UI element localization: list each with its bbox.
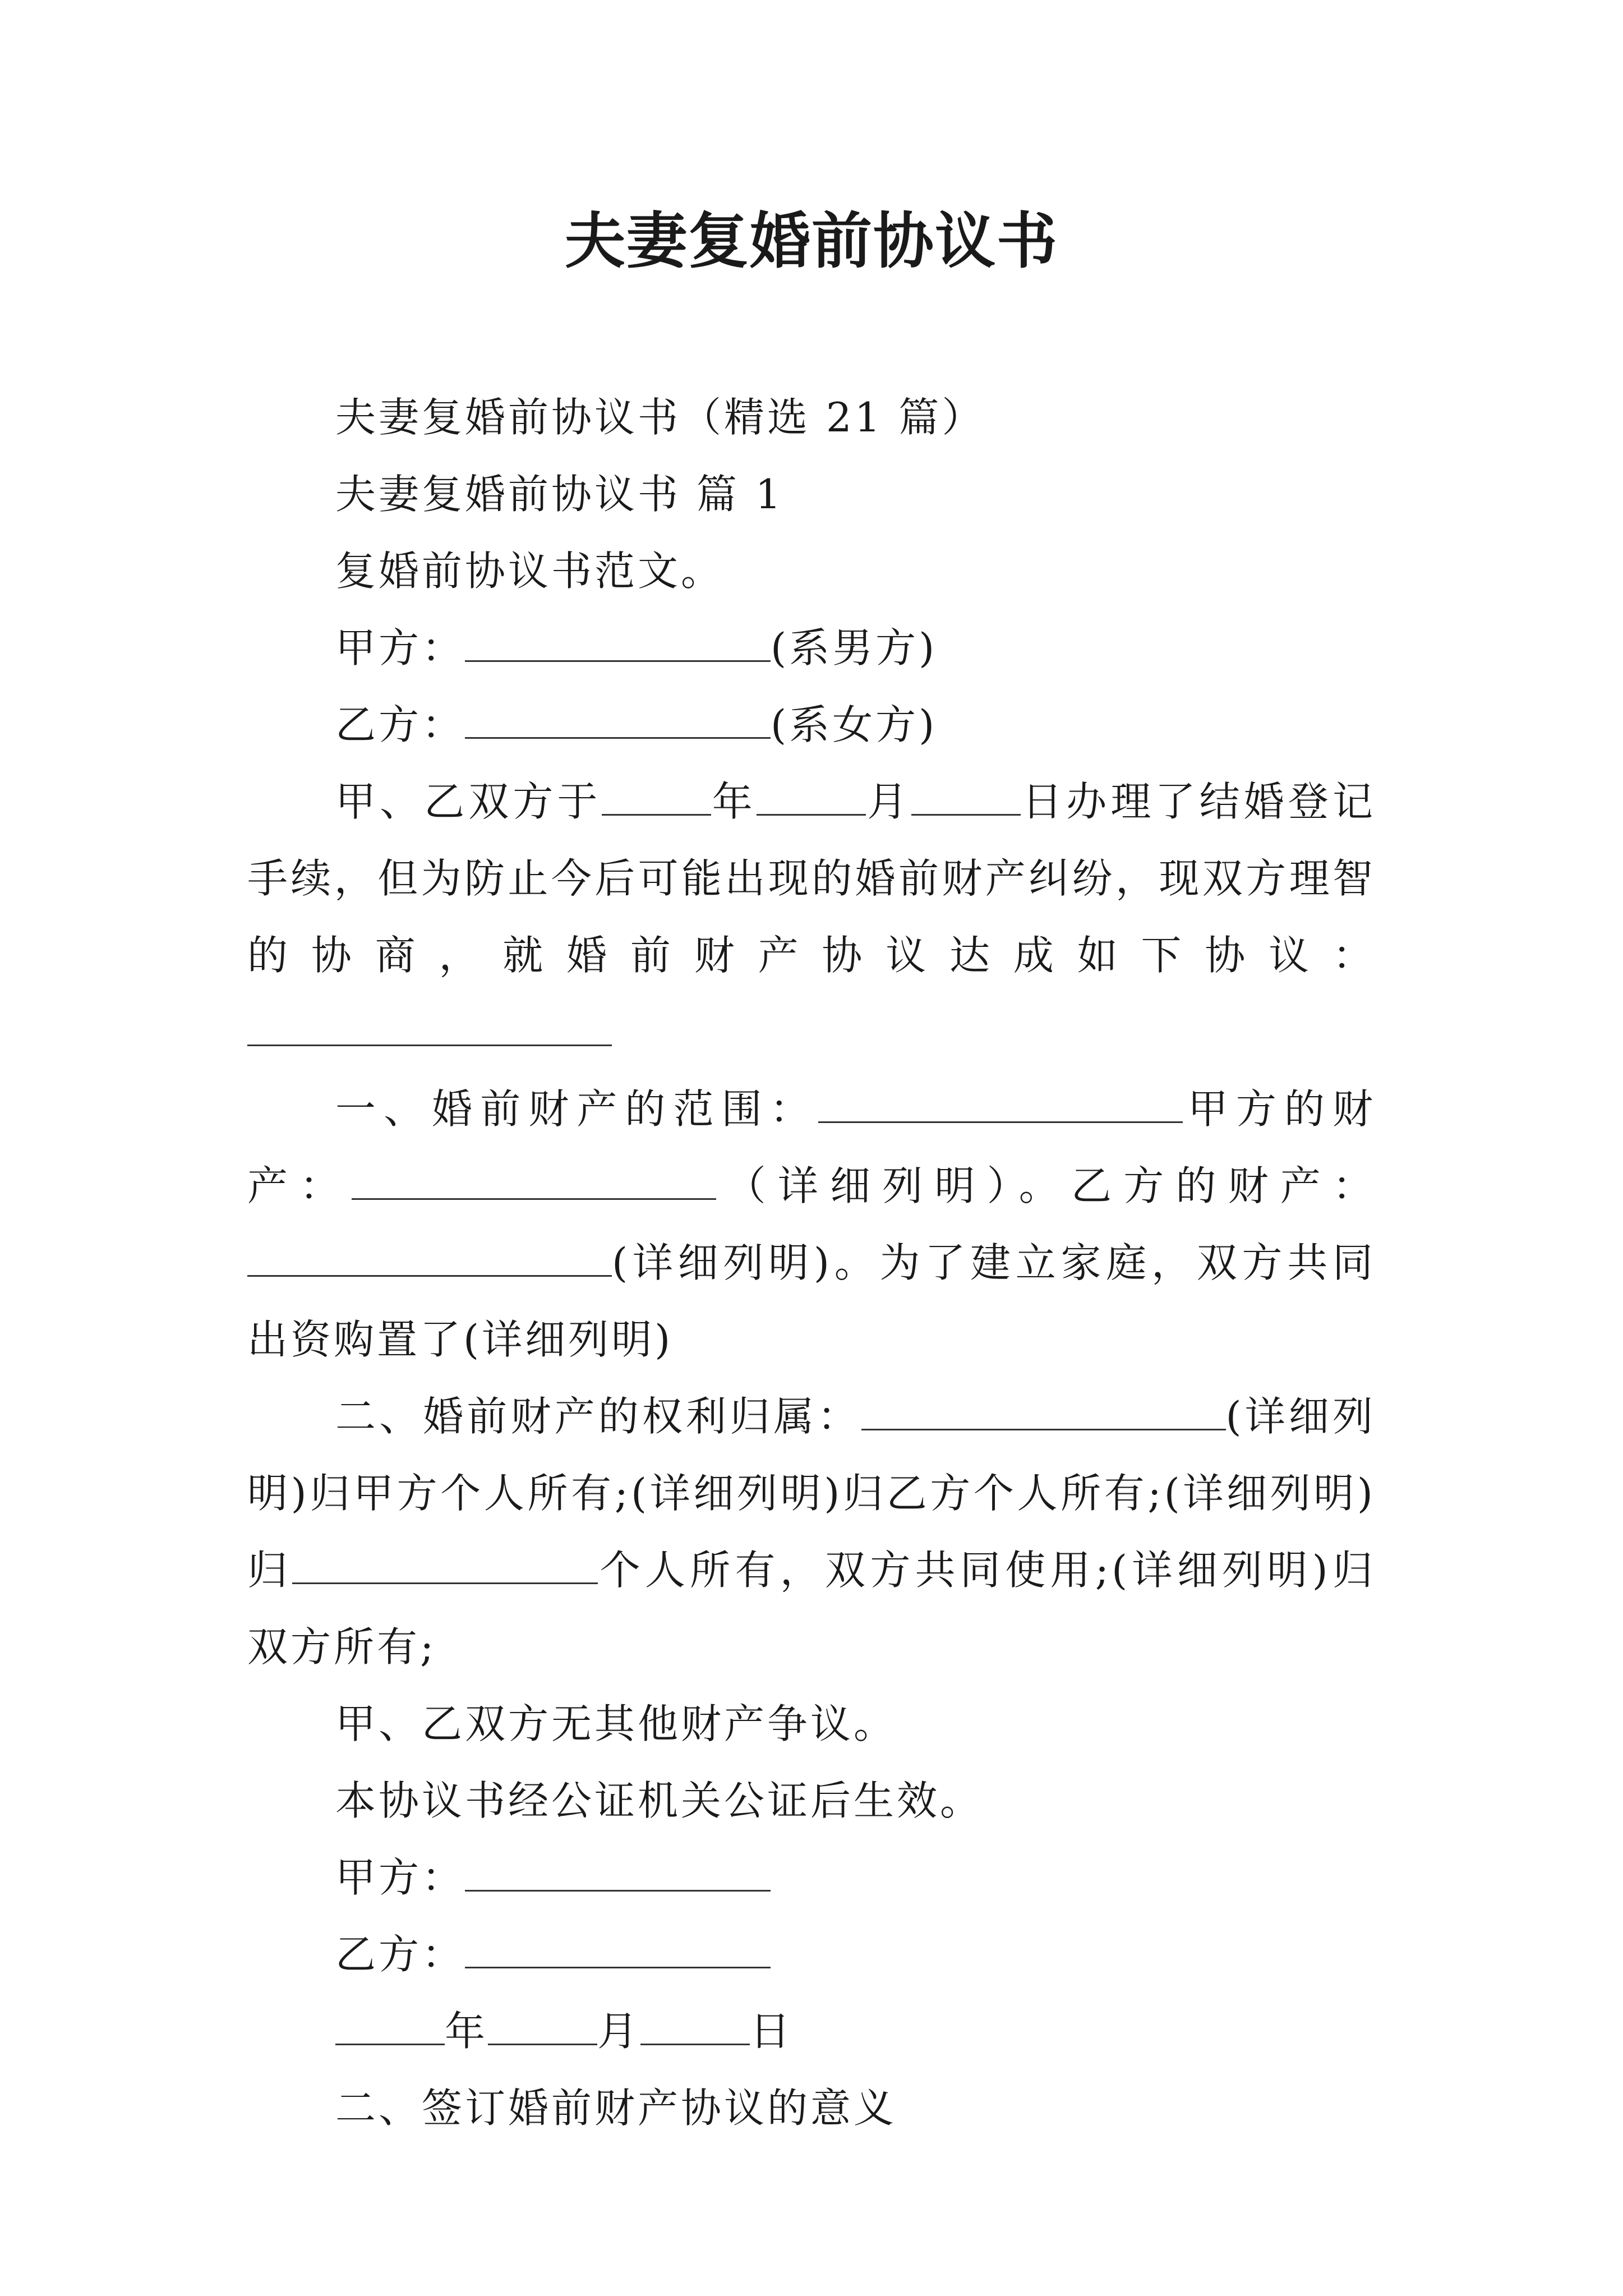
date-year-label: 年 [445, 2008, 488, 2055]
preamble-day-blank [911, 772, 1021, 816]
party-a-name-blank [465, 619, 771, 662]
clause-1-detail-b: （详细列明）。乙方的财产： [716, 1162, 1376, 1209]
section-2-heading: 二、签订婚前财产协议的意义 [335, 2085, 897, 2132]
clause-2-blank-1 [861, 1387, 1226, 1430]
clause-1-b-blank [247, 1234, 612, 1277]
sign-a-label: 甲方： [335, 1854, 465, 1901]
preamble-text: 日办理了结婚登记手续，但为防止今后可能出现的婚前财产纠纷，现双方理智的协商，就婚前财产协议达成如下协议： [247, 778, 1376, 979]
sign-a-line [247, 1839, 1376, 1916]
date-month-blank [488, 2002, 597, 2045]
document-body [247, 379, 1376, 2147]
clause-1-a-blank [352, 1157, 716, 1200]
clause-1-scope-blank [818, 1080, 1183, 1123]
party-b-note: (系女方) [771, 701, 938, 748]
date-day-blank [640, 2002, 750, 2045]
sign-b-blank [465, 1925, 771, 1968]
clause-2-part-2: 个人所有，双方共同使用;(详细列明)归双方所有; [247, 1547, 1376, 1671]
no-dispute-line: 甲、乙双方无其他财产争议。 [335, 1700, 897, 1747]
intro-line: 复婚前协议书范文。 [335, 547, 725, 595]
preamble-year-blank [602, 772, 711, 816]
sign-b-line [247, 1916, 1376, 1993]
clause-1-lead: 一、婚前财产的范围： [335, 1085, 818, 1133]
preamble-lead: 甲、乙双方于 [335, 778, 602, 825]
preamble-end-blank [247, 1003, 612, 1046]
party-b-name-blank [465, 696, 771, 739]
date-line [247, 1993, 1376, 2070]
subtitle-line: 夫妻复婚前协议书（精选 21 篇） [335, 394, 985, 441]
clause-1-paragraph [247, 1071, 1376, 1378]
preamble-month-blank [757, 772, 866, 816]
clause-1-a-property: 甲方的财产： [247, 1085, 1376, 1209]
preamble-month-label: 月 [865, 778, 912, 825]
clause-2-blank-2 [292, 1541, 598, 1584]
date-day-label: 日 [750, 2008, 794, 2055]
party-a-note: (系男方) [771, 624, 938, 671]
clause-2-lead: 二、婚前财产的权利归属： [335, 1393, 861, 1440]
clause-2-paragraph [247, 1378, 1376, 1686]
sign-a-blank [465, 1848, 771, 1892]
clause-2-part-1: (详细列明)归甲方个人所有;(详细列明)归乙方个人所有;(详细列明)归 [247, 1393, 1376, 1594]
clause-1-detail-end: (详细列明)。为了建立家庭，双方共同出资购置了(详细列明) [247, 1239, 1376, 1363]
party-b-label: 乙方： [335, 701, 465, 748]
party-a-label: 甲方： [335, 624, 465, 671]
party-a-line [247, 610, 1376, 687]
party-b-line [247, 687, 1376, 763]
preamble-year-label: 年 [711, 778, 757, 825]
notarize-line: 本协议书经公证机关公证后生效。 [335, 1777, 984, 1824]
date-year-blank [335, 2002, 445, 2045]
date-month-label: 月 [597, 2008, 641, 2055]
sign-b-label: 乙方： [335, 1931, 465, 1978]
preamble-paragraph [247, 763, 1376, 1071]
chapter-heading: 夫妻复婚前协议书 篇 1 [335, 471, 784, 518]
document-title: 夫妻复婚前协议书 [564, 206, 1058, 277]
